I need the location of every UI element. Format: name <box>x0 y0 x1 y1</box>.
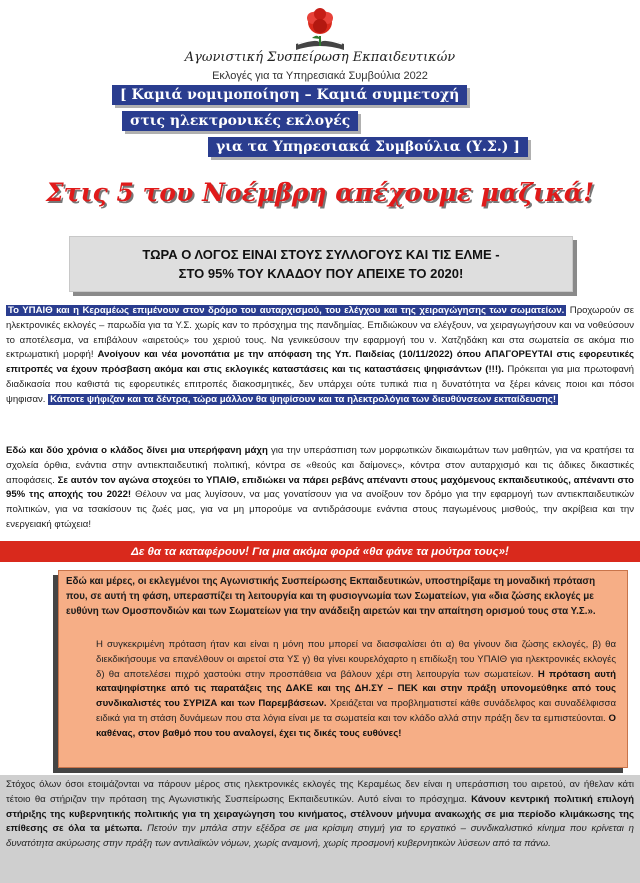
orange-box-intro: Εδώ και μέρες, οι εκλεγμένοι της Αγωνιστικής Συσπείρωσης Εκπαιδευτικών, υποστηρίξαμε τη μοναδική πρόταση που, σε αυτή τη φάση, υπερασπίζει τη λειτουργία και τη φυσιογνωμία των Σωματείων, για «δια ζώσης εκλογές με ευθύνη των Ομοσπονδιών και των Σωματείων για την ανάδειξη αιρετών και την απαίτηση ορισμού τους στα Υ.Σ.». <box>66 576 596 617</box>
section-1-text-2: Πρόκειται για μια πρωτοφανή διαδικασία που καθιστά τις εφορευτικές επιτροπές διακοσμητικές, δεν υπάρχει ούτε τυπικά πια η δυνατότητα να ξέρει κάνεις ποιοι και πόσοι ψηφισαν. <box>6 364 635 405</box>
section-2 <box>6 444 634 533</box>
slogan-banner-3: για τα Υπηρεσιακά Συμβούλια (Υ.Σ.) ] <box>208 137 528 157</box>
callout-line-1: ΤΩΡΑ Ο ΛΟΓΟΣ ΕΙΝΑΙ ΣΤΟΥΣ ΣΥΛΛΟΓΟΥΣ ΚΑΙ ΤΙΣ ΕΛΜΕ - <box>142 247 500 262</box>
section-2-bold-2: Σε αυτόν τον αγώνα στοχεύει το ΥΠΑΙΘ, επιδιώκει να πάρει ρεβάνς απέναντι στους μαχόμενους εκπαιδευτικούς, απέναντι στο 95% της αποχής του 2022! <box>6 474 634 501</box>
section-2-text-2: Θέλουν να μας λυγίσουν, να μας γονατίσουν για να ανοίξουν τον δρόμο για την εφαρμογή των αντιεκπαιδευτικών πολιτικών, για να τσακίσουν τις ζωές μας, για να μη μπορούμε να αντιδράσουμε ενάντια στους παγωμένους μισθούς, την ακρίβεια και την ενεργειακή φτώχεια! <box>6 489 634 530</box>
orange-bold-1: Η πρόταση αυτή καταψηφίστηκε από τις παρατάξεις της ΔΑΚΕ και της ΔΗ.ΣΥ – ΠΕΚ και στην πράξη υπονομεύθηκε από τους συνδικαλιστές του ΣΥΡΙΖΑ και των Παρεμβάσεων. <box>96 668 617 710</box>
orange-text-2: Χρειάζεται να προβληματιστεί κάθε συνάδελφος και συναδέλφισσα ειδικά για τη στάση δυνάμεων που στα λόγια είναι με τα σωματεία και τον κλάδο αλλά στην πράξη δεν τα εμπιστεύονται. <box>96 698 616 724</box>
slogan-banner-1: [ Καμιά νομιμοποίηση – Καμιά συμμετοχή <box>112 85 467 105</box>
red-slogan-bar <box>0 541 640 562</box>
section-1-bold-1: Ανοίγουν και νέα μονοπάτια με την απόφαση της Υπ. Παιδείας (10/11/2022) όπου ΑΠΑΓΟΡΕΥΤΑΙ στις εφορευτικές επιτροπές να έχουν πρόσβαση ακόμα και στις εκλογικές καταστάσεις και τις καταστάσεις ψηφισάντων (!!!). <box>6 349 634 376</box>
footer-text-1: Στόχος όλων όσοι ετοιμάζονται να πάρουν μέρος στις ηλεκτρονικές εκλογές της Κεραμέως δεν είναι η υπεράσπιση του αιρετού, αν ήθελαν κάτι τέτοιο θα στήριζαν την πρόταση της Αγωνιστικής Συσπείρωσης Εκπαιδευτικών. Αυτό είναι το πρόσχημα. <box>6 779 634 805</box>
footer-text <box>6 778 634 852</box>
elections-subtitle: Εκλογές για τα Υπηρεσιακά Συμβούλια 2022 <box>212 70 428 82</box>
slogan-banner-2: στις ηλεκτρονικές εκλογές <box>122 111 358 131</box>
orange-box-body <box>96 638 616 742</box>
red-slogan-text: Δε θα τα καταφέρουν! Για μια ακόμα φορά «θα φάνε τα μούτρα τους»! <box>131 545 509 558</box>
section-1 <box>6 304 634 408</box>
section-1-text-1: Προχωρούν σε ηλεκτρονικές εκλογές – παρωδία για τα Υ.Σ. χωρίς καν το πρόσχημα της πανδημίας. Επιδιώκουν να ελέγξουν, να χειραγωγήσουν και να νοθεύσουν το αποτέλεσμα, να επιβάλουν «αιρετούς» του χεριού τους. Να γενικεύσουν την εφαρμογή του ν. Χατζηδάκη και στα σωματεία σε ακόμα πιο εκτρωματική μορφή! <box>6 305 634 361</box>
carnation-book-logo-icon <box>290 6 350 54</box>
orange-bold-2: Ο καθένας, στον βαθμό που του αναλογεί, έχει τις δικές τους ευθύνες! <box>96 712 616 739</box>
orange-text-1: Η συγκεκριμένη πρόταση ήταν και είναι η μόνη που μπορεί να διασφαλίσει ότι α) θα γίνουν δια ζώσης εκλογές, β) θα διεκδικήσουμε να επανέλθουν οι αιρετοί στα ΥΣ γ) θα γίνει κουρελόχαρτο η επιδίωξη του ΥΠΑΙΘ για ηλεκτρονικές εκλογές δ) θα αποτελέσει πιχρό χαστούκι στην προσπάθεια να βάλουν χέρι στη λειτουργία των σωματείων. <box>96 639 616 680</box>
callout-box <box>69 236 573 292</box>
main-headline: Στις 5 του Νοέμβρη απέχουμε μαζικά! <box>45 178 595 207</box>
footer-bold-1: Κάνουν κεντρική πολιτική επιλογή στήριξης της κυβερνητικής πολιτικής για τη χειραγώγηση του κινήματος, στέλνουν μήνυμα ανακωχής σε μια περίοδο κλιμάκωσης της επίθεσης σε όλα τα μέτωπα. <box>6 793 635 835</box>
footer-italic-1: Πετούν την μπάλα στην εξέδρα σε μια κρίσιμη στιγμή για το εργατικό – συνδικαλιστικό κίνημα που κρίνεται η δυνατότητα ακύρωσης στην πράξη των αντιλαϊκών νόμων, χωρίς αναμονή, χωρίς προσμονή κυβερνητικών λύσεων από τα πάνω. <box>6 823 634 850</box>
section-2-bold-1: Εδώ και δύο χρόνια ο κλάδος δίνει μια υπερήφανη μάχη <box>6 445 268 456</box>
section-2-text-1: για την υπεράσπιση των μορφωτικών δικαιωμάτων των μαθητών, για να κρατήσει τα σχολεία όρθια, ενάντια στην αντιεκπαιδευτική πολιτική, κόντρα σε «θεούς και δαίμονες», κόντρα στον αυταρχισμό και τις άδικες δικαστικές αποφάσεις. <box>6 445 635 486</box>
section-1-highlight: Κάποτε ψήφιζαν και τα δέντρα, τώρα μάλλον θα ψηφίσουν και τα ηλεκτρολόγια των διευθύνσεων εκπαίδευσης! <box>50 393 557 405</box>
organization-name: Αγωνιστική Συσπείρωση Εκπαιδευτικών <box>184 50 456 65</box>
callout-line-2: ΣΤΟ 95% ΤΟΥ ΚΛΑΔΟΥ ΠΟΥ ΑΠΕΙΧΕ ΤΟ 2020! <box>178 266 464 281</box>
section-1-bar: Το ΥΠΑΙΘ και η Κεραμέως επιμένουν στον δρόμο του αυταρχισμού, του ελέγχου και της χειραγώγησης των σωματείων. <box>8 305 565 316</box>
